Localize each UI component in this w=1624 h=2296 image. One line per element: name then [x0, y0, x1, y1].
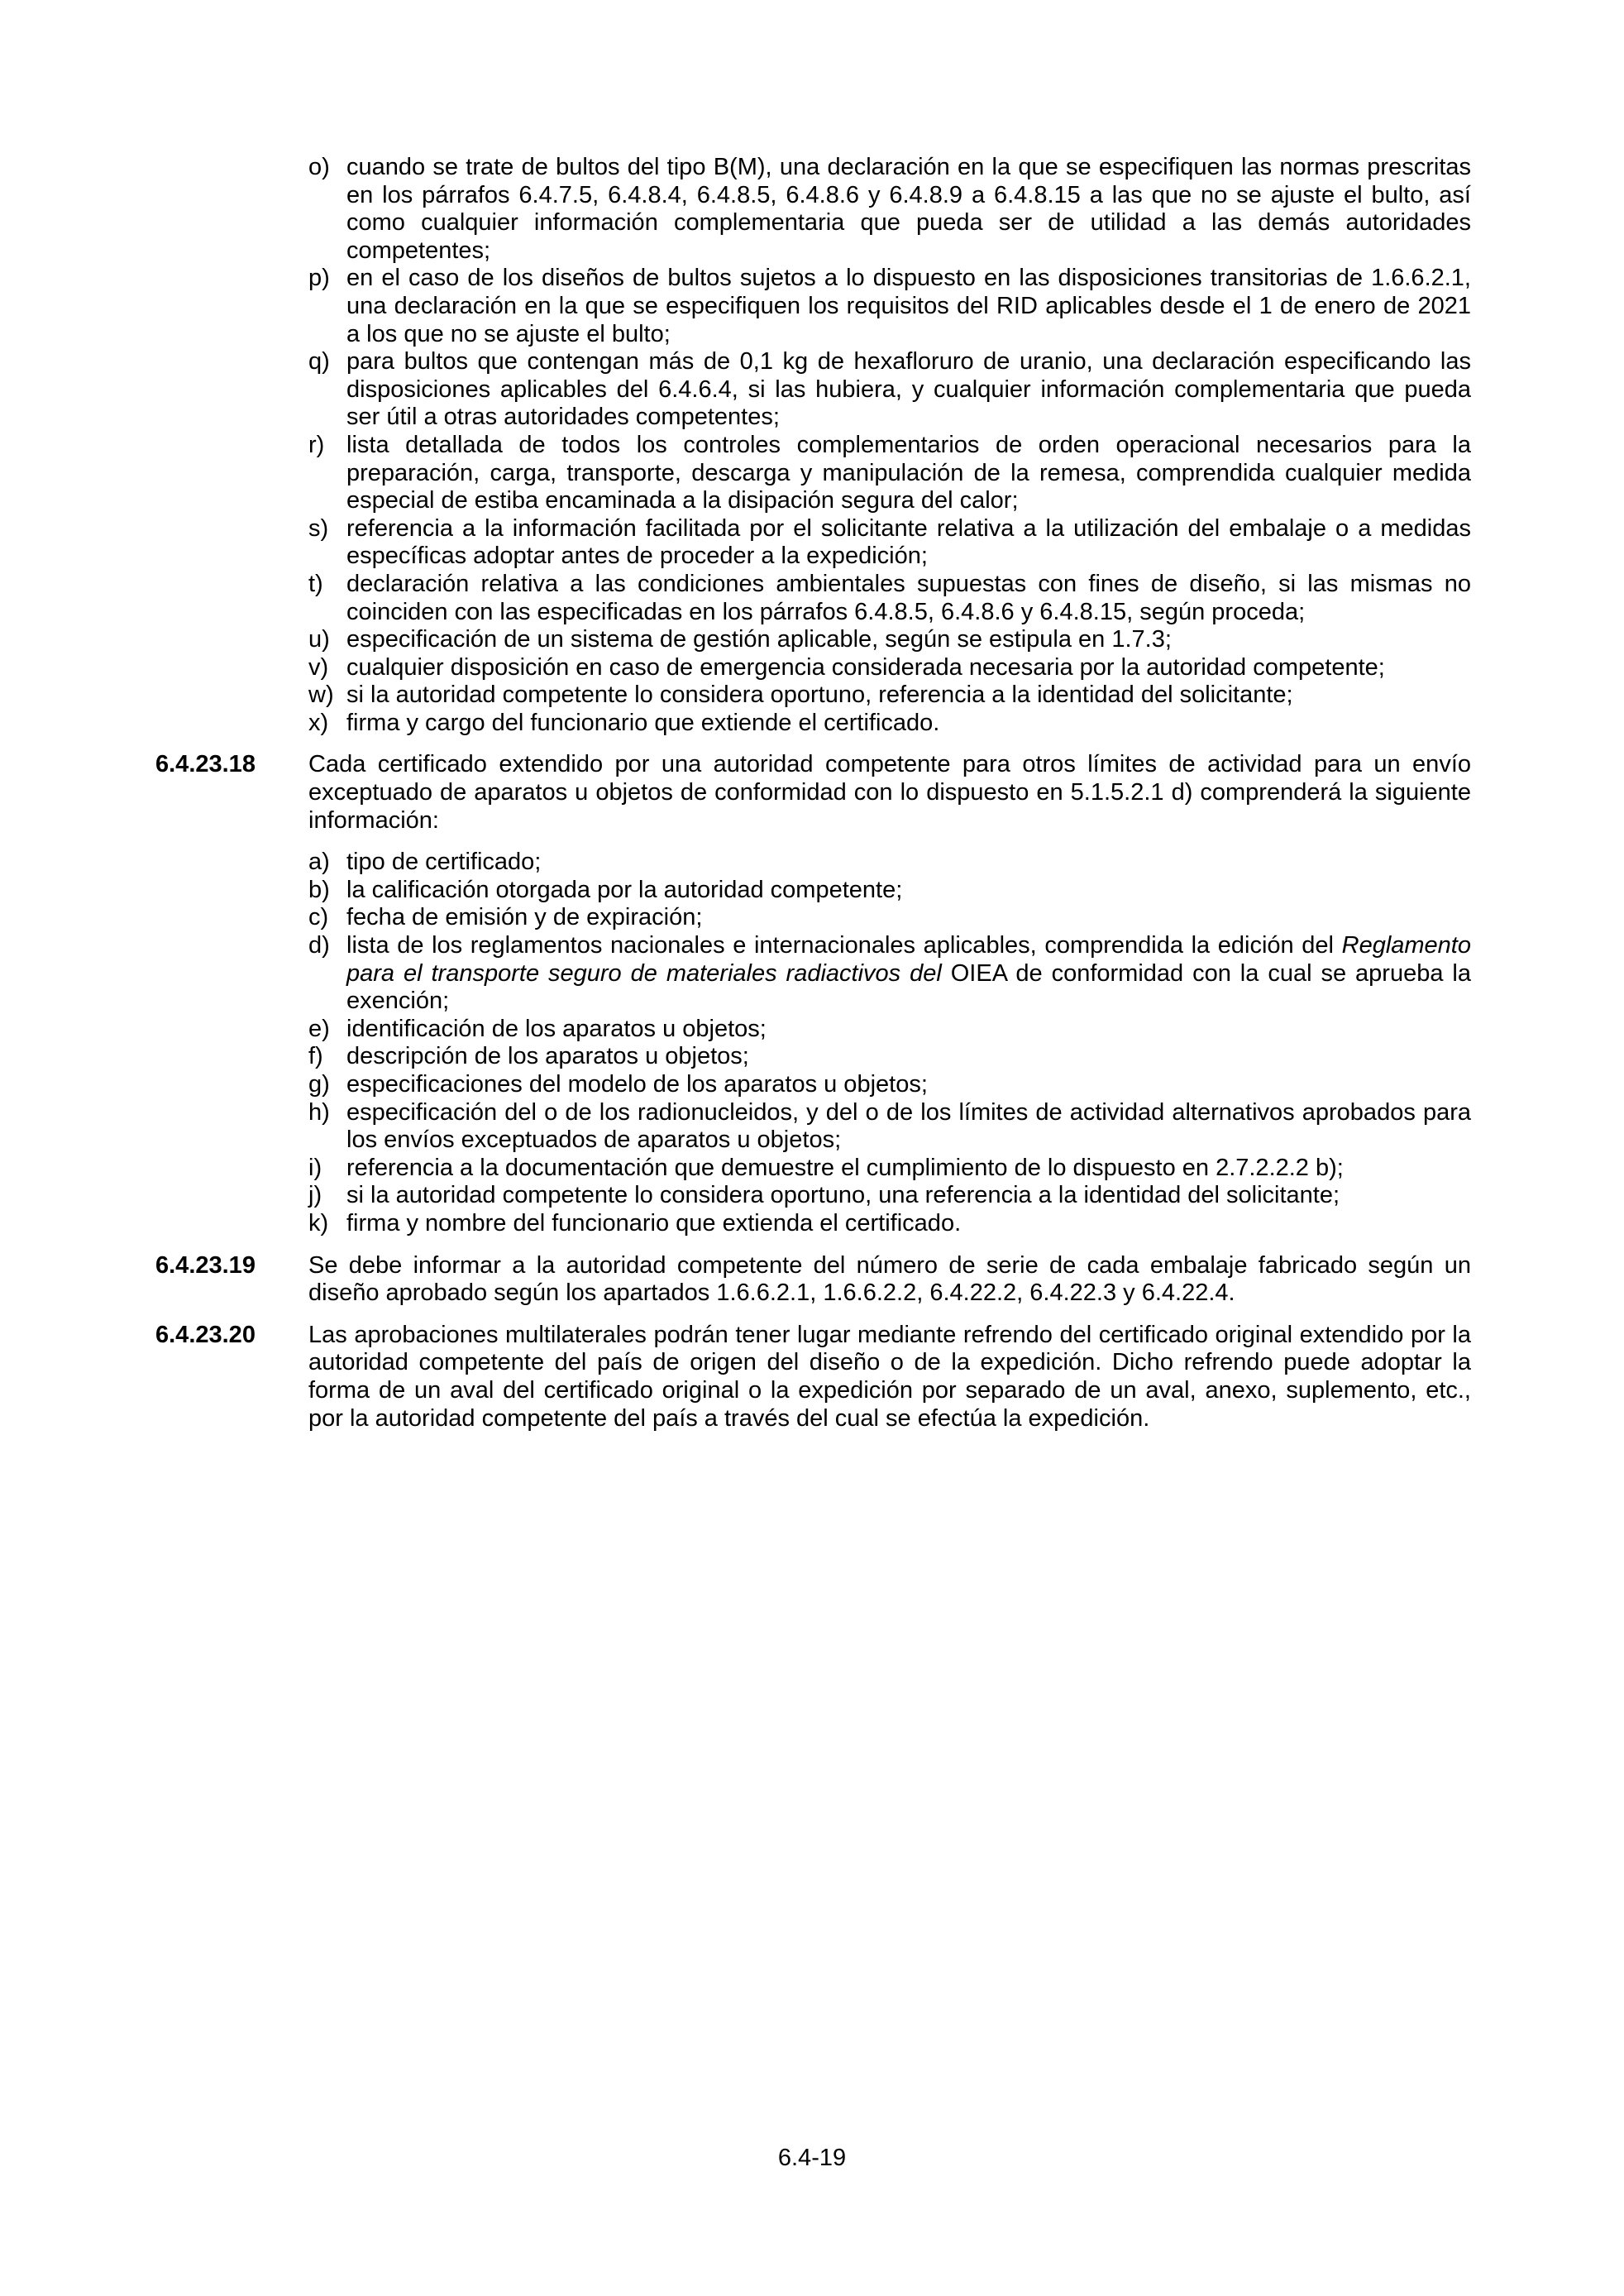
list-item-i: [308, 1155, 1471, 1183]
list-item-u: [308, 626, 1471, 654]
list-item-g: [308, 1071, 1471, 1099]
list-item-h: [308, 1099, 1471, 1155]
list-item-s: [308, 515, 1471, 571]
list-item-o: [308, 154, 1471, 265]
list-item-b: [308, 877, 1471, 905]
list-item-c: [308, 904, 1471, 932]
item-letter: c): [308, 904, 329, 931]
item-letter: u): [308, 626, 330, 653]
continued-list: [308, 154, 1471, 737]
item-text: si la autoridad competente lo considera oportuno, una referencia a la identidad del solicitante;: [346, 1182, 1340, 1209]
item-letter: o): [308, 154, 330, 180]
item-text-before: lista de los reglamentos nacionales e internacionales aplicables, comprendida la edición del: [346, 932, 1342, 959]
section-18-list: [308, 849, 1471, 1237]
item-letter: s): [308, 514, 329, 542]
list-item-j: [308, 1182, 1471, 1210]
item-text: cuando se trate de bultos del tipo B(M), una declaración en la que se especifiquen las normas prescritas en los párrafos 6.4.7.5, 6.4.8.4, 6.4.8.5, 6.4.8.6 y 6.4.8.9 a 6.4.8.15 a las que no se ajuste el bulto, así como cualquier información complementaria que pueda ser de utilidad a las demás autoridades competentes;: [346, 154, 1471, 264]
item-text: para bultos que contengan más de 0,1 kg de hexafloruro de uranio, una declaración especificando las disposiciones aplicables del 6.4.6.4, si las hubiera, y cualquier información complementaria que pueda ser útil a otras autoridades competentes;: [346, 348, 1471, 431]
list-item-f: [308, 1043, 1471, 1071]
item-letter: w): [308, 682, 334, 709]
list-item-e: [308, 1016, 1471, 1044]
item-text-after: OIEA de conformidad con la cual se aprueba la exención;: [346, 959, 1471, 1015]
item-text: especificación de un sistema de gestión aplicable, según se estipula en 1.7.3;: [346, 626, 1172, 653]
list-item-w: [308, 682, 1471, 710]
section-6-4-23-18: [155, 751, 1471, 1237]
list-item-r: [308, 432, 1471, 515]
item-text: referencia a la información facilitada por el solicitante relativa a la utilización del embalaje o a medidas específicas adoptar antes de proceder a la expedición;: [346, 514, 1471, 570]
item-text: lista detallada de todos los controles complementarios de orden operacional necesarios para la preparación, carga, transporte, descarga y manipulación de la remesa, comprendida cualquier medida especial de estiba encaminada a la disipación segura del calor;: [346, 431, 1471, 514]
item-text: referencia a la documentación que demuestre el cumplimiento de lo dispuesto en 2.7.2.2.2 b);: [346, 1154, 1344, 1181]
list-item-p: [308, 265, 1471, 348]
item-letter: i): [308, 1154, 322, 1181]
item-text: en el caso de los diseños de bultos sujetos a lo dispuesto en las disposiciones transitorias de 1.6.6.2.1, una declaración en la que se especifiquen los requisitos del RID aplicables desde el 1 de enero de 2021 a los que no se ajuste el bulto;: [346, 265, 1471, 347]
list-item-t: [308, 571, 1471, 626]
section-number: 6.4.23.19: [155, 1251, 256, 1279]
item-text: firma y cargo del funcionario que extiende el certificado.: [346, 709, 940, 736]
section-number: 6.4.23.18: [155, 751, 256, 778]
item-text: si la autoridad competente lo considera oportuno, referencia a la identidad del solicitante;: [346, 682, 1293, 709]
list-item-x: [308, 710, 1471, 738]
page-content: [155, 154, 1471, 1433]
item-letter: j): [308, 1182, 322, 1209]
list-item-k: [308, 1210, 1471, 1238]
item-text: descripción de los aparatos u objetos;: [346, 1043, 749, 1070]
section-text: Se debe informar a la autoridad competente del número de serie de cada embalaje fabricado según un diseño aprobado según los apartados 1.6.6.2.1, 1.6.6.2.2, 6.4.22.2, 6.4.22.3 y 6.4.22.4.: [308, 1251, 1471, 1307]
item-letter: b): [308, 876, 330, 903]
item-text: la calificación otorgada por la autoridad competente;: [346, 876, 903, 903]
item-text: especificaciones del modelo de los aparatos u objetos;: [346, 1071, 928, 1098]
item-letter: k): [308, 1209, 329, 1236]
item-letter: q): [308, 348, 330, 375]
item-letter: r): [308, 431, 325, 458]
item-text: especificación del o de los radionucleidos, y del o de los límites de actividad alternativos aprobados para los envíos exceptuados de aparatos u objetos;: [346, 1098, 1471, 1154]
item-letter: p): [308, 265, 330, 292]
item-letter: f): [308, 1043, 323, 1070]
item-text: fecha de emisión y de expiración;: [346, 904, 703, 931]
item-letter: x): [308, 709, 329, 736]
item-letter: t): [308, 570, 323, 597]
section-intro: Cada certificado extendido por una autoridad competente para otros límites de actividad para un envío exceptuado de aparatos u objetos de conformidad con lo dispuesto en 5.1.5.2.1 d) comprenderá la siguiente información:: [308, 751, 1471, 834]
item-text: cualquier disposición en caso de emergencia considerada necesaria por la autoridad competente;: [346, 653, 1385, 681]
item-text: declaración relativa a las condiciones ambientales supuestas con fines de diseño, si las mismas no coinciden con las especificadas en los párrafos 6.4.8.5, 6.4.8.6 y 6.4.8.15, según proceda;: [346, 570, 1471, 625]
item-letter: v): [308, 653, 329, 681]
page-number: 6.4-19: [777, 2145, 847, 2171]
list-item-d: [308, 932, 1471, 1016]
item-letter: g): [308, 1071, 330, 1098]
list-item-a: [308, 849, 1471, 877]
item-text: identificación de los aparatos u objetos;: [346, 1015, 767, 1042]
item-text: firma y nombre del funcionario que extienda el certificado.: [346, 1209, 962, 1236]
item-letter: d): [308, 932, 330, 959]
section-number: 6.4.23.20: [155, 1321, 256, 1348]
item-letter: a): [308, 849, 330, 876]
item-text-italic: Reglamento para el transporte seguro de materiales radiactivos del: [346, 932, 1471, 987]
item-text: tipo de certificado;: [346, 849, 542, 876]
section-text: Las aprobaciones multilaterales podrán tener lugar mediante refrendo del certificado original extendido por la autoridad competente del país de origen del diseño o de la expedición. Dicho refrendo puede adoptar la forma de un aval del certificado original o la expedición por separado de un aval, anexo, suplemento, etc., por la autoridad competente del país a través del cual se efectúa la expedición.: [308, 1321, 1471, 1432]
item-letter: e): [308, 1015, 330, 1042]
list-item-v: [308, 654, 1471, 682]
section-6-4-23-19: [155, 1252, 1471, 1308]
item-letter: h): [308, 1098, 330, 1126]
list-item-q: [308, 348, 1471, 432]
section-6-4-23-20: [155, 1322, 1471, 1433]
